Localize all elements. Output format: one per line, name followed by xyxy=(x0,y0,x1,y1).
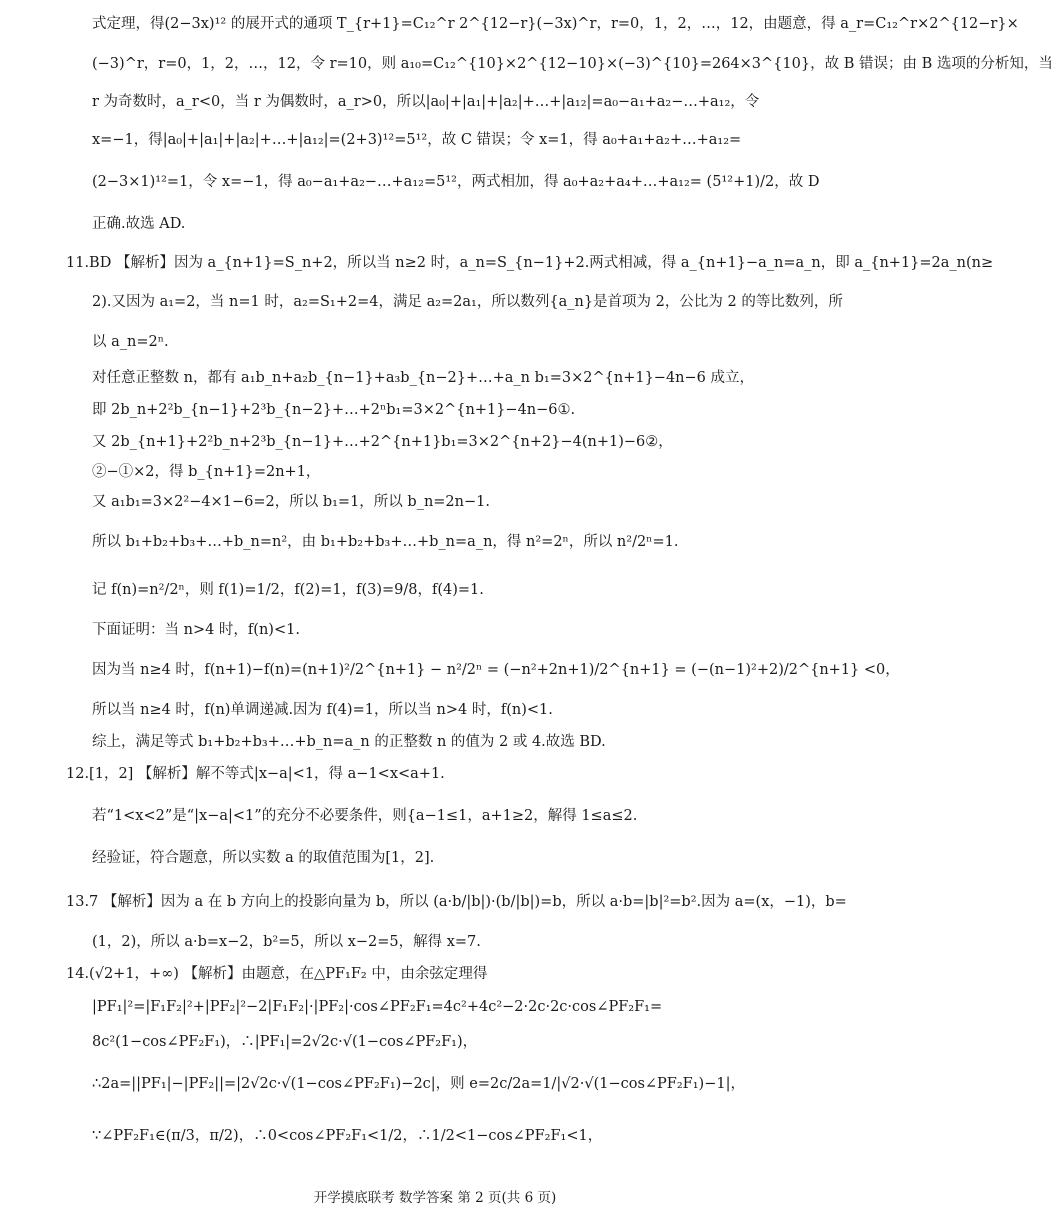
text-line: 式定理，得(2−3x)¹² 的展开式的通项 T_{r+1}=C₁₂^r 2^{12−r}(−3x)^r，r=0，1，2，…，12，由题意，得 a_r=C₁₂^r×2^{12−r}× xyxy=(92,16,1019,32)
text-line: 综上，满足等式 b₁+b₂+b₃+…+b_n=a_n 的正整数 n 的值为 2 或 4.故选 BD. xyxy=(92,734,606,750)
question-13-line: 13.7 【解析】因为 a 在 b 方向上的投影向量为 b，所以 (a·b/|b|)·(b/|b|)=b，所以 a·b=|b|²=b².因为 a=(x，−1)，b= xyxy=(66,894,847,910)
text-line: 即 2b_n+2²b_{n−1}+2³b_{n−2}+…+2ⁿb₁=3×2^{n+1}−4n−6①. xyxy=(92,402,576,418)
question-14-line: 14.(√2+1，+∞) 【解析】由题意，在△PF₁F₂ 中，由余弦定理得 xyxy=(66,966,488,982)
text-line: 对任意正整数 n，都有 a₁b_n+a₂b_{n−1}+a₃b_{n−2}+…+a_n b₁=3×2^{n+1}−4n−6 成立， xyxy=(92,370,754,386)
text-line: (−3)^r，r=0，1，2，…，12，令 r=10，则 a₁₀=C₁₂^{10}×2^{12−10}×(−3)^{10}=264×3^{10}，故 B 错误；由 B 选项的分析知，当 xyxy=(92,56,1053,72)
text-line: 所以 b₁+b₂+b₃+…+b_n=n²，由 b₁+b₂+b₃+…+b_n=a_n，得 n²=2ⁿ，所以 n²/2ⁿ=1. xyxy=(92,534,679,550)
page-footer: 开学摸底联考 数学答案 第 2 页(共 6 页) xyxy=(313,1190,557,1206)
text-line: 又 a₁b₁=3×2²−4×1−6=2，所以 b₁=1，所以 b_n=2n−1. xyxy=(92,494,490,510)
question-11-line: 11.BD 【解析】因为 a_{n+1}=S_n+2，所以当 n≥2 时，a_n=S_{n−1}+2.两式相减，得 a_{n+1}−a_n=a_n，即 a_{n+1}=2a_n(n≥ xyxy=(66,255,994,271)
text-line: 经验证，符合题意，所以实数 a 的取值范围为[1，2]. xyxy=(92,850,435,866)
text-line: 以 a_n=2ⁿ. xyxy=(92,334,169,350)
text-line: (2−3×1)¹²=1，令 x=−1，得 a₀−a₁+a₂−…+a₁₂=5¹²，两式相加，得 a₀+a₂+a₄+…+a₁₂= (5¹²+1)/2，故 D xyxy=(92,174,820,190)
text-line: (1，2)，所以 a·b=x−2，b²=5，所以 x−2=5，解得 x=7. xyxy=(92,934,481,950)
text-line: ∴2a=||PF₁|−|PF₂||=|2√2c·√(1−cos∠PF₂F₁)−2c|，则 e=2c/2a=1/|√2·√(1−cos∠PF₂F₁)−1|， xyxy=(92,1076,745,1092)
text-line: ∵∠PF₂F₁∈(π/3，π/2)，∴0<cos∠PF₂F₁<1/2，∴1/2<1−cos∠PF₂F₁<1， xyxy=(92,1128,603,1144)
text-line: ②−①×2，得 b_{n+1}=2n+1， xyxy=(92,464,321,480)
text-line: 下面证明：当 n>4 时，f(n)<1. xyxy=(92,622,300,638)
text-line: 8c²(1−cos∠PF₂F₁)，∴|PF₁|=2√2c·√(1−cos∠PF₂F₁)， xyxy=(92,1034,478,1050)
text-line: r 为奇数时，a_r<0，当 r 为偶数时，a_r>0，所以|a₀|+|a₁|+|a₂|+…+|a₁₂|=a₀−a₁+a₂−…+a₁₂，令 xyxy=(92,94,760,110)
text-line: 又 2b_{n+1}+2²b_n+2³b_{n−1}+…+2^{n+1}b₁=3×2^{n+2}−4(n+1)−6②， xyxy=(92,434,673,450)
text-line: 正确.故选 AD. xyxy=(92,216,186,232)
text-line: 因为当 n≥4 时，f(n+1)−f(n)=(n+1)²/2^{n+1} − n²/2ⁿ = (−n²+2n+1)/2^{n+1} = (−(n−1)²+2)/2^{n+1} <0， xyxy=(92,662,900,678)
text-line: x=−1，得|a₀|+|a₁|+|a₂|+…+|a₁₂|=(2+3)¹²=5¹²，故 C 错误；令 x=1，得 a₀+a₁+a₂+…+a₁₂= xyxy=(92,132,742,148)
text-line: 记 f(n)=n²/2ⁿ，则 f(1)=1/2，f(2)=1，f(3)=9/8，f(4)=1. xyxy=(92,582,484,598)
text-line: 所以当 n≥4 时，f(n)单调递减.因为 f(4)=1，所以当 n>4 时，f(n)<1. xyxy=(92,702,553,718)
text-line: 2).又因为 a₁=2，当 n=1 时，a₂=S₁+2=4，满足 a₂=2a₁，所以数列{a_n}是首项为 2，公比为 2 的等比数列，所 xyxy=(92,294,843,310)
text-line: |PF₁|²=|F₁F₂|²+|PF₂|²−2|F₁F₂|·|PF₂|·cos∠PF₂F₁=4c²+4c²−2·2c·2c·cos∠PF₂F₁= xyxy=(92,999,663,1015)
text-line: 若“1<x<2”是“|x−a|<1”的充分不必要条件，则{a−1≤1，a+1≥2，解得 1≤a≤2. xyxy=(92,808,638,824)
question-12-line: 12.[1，2] 【解析】解不等式|x−a|<1，得 a−1<x<a+1. xyxy=(66,766,445,782)
